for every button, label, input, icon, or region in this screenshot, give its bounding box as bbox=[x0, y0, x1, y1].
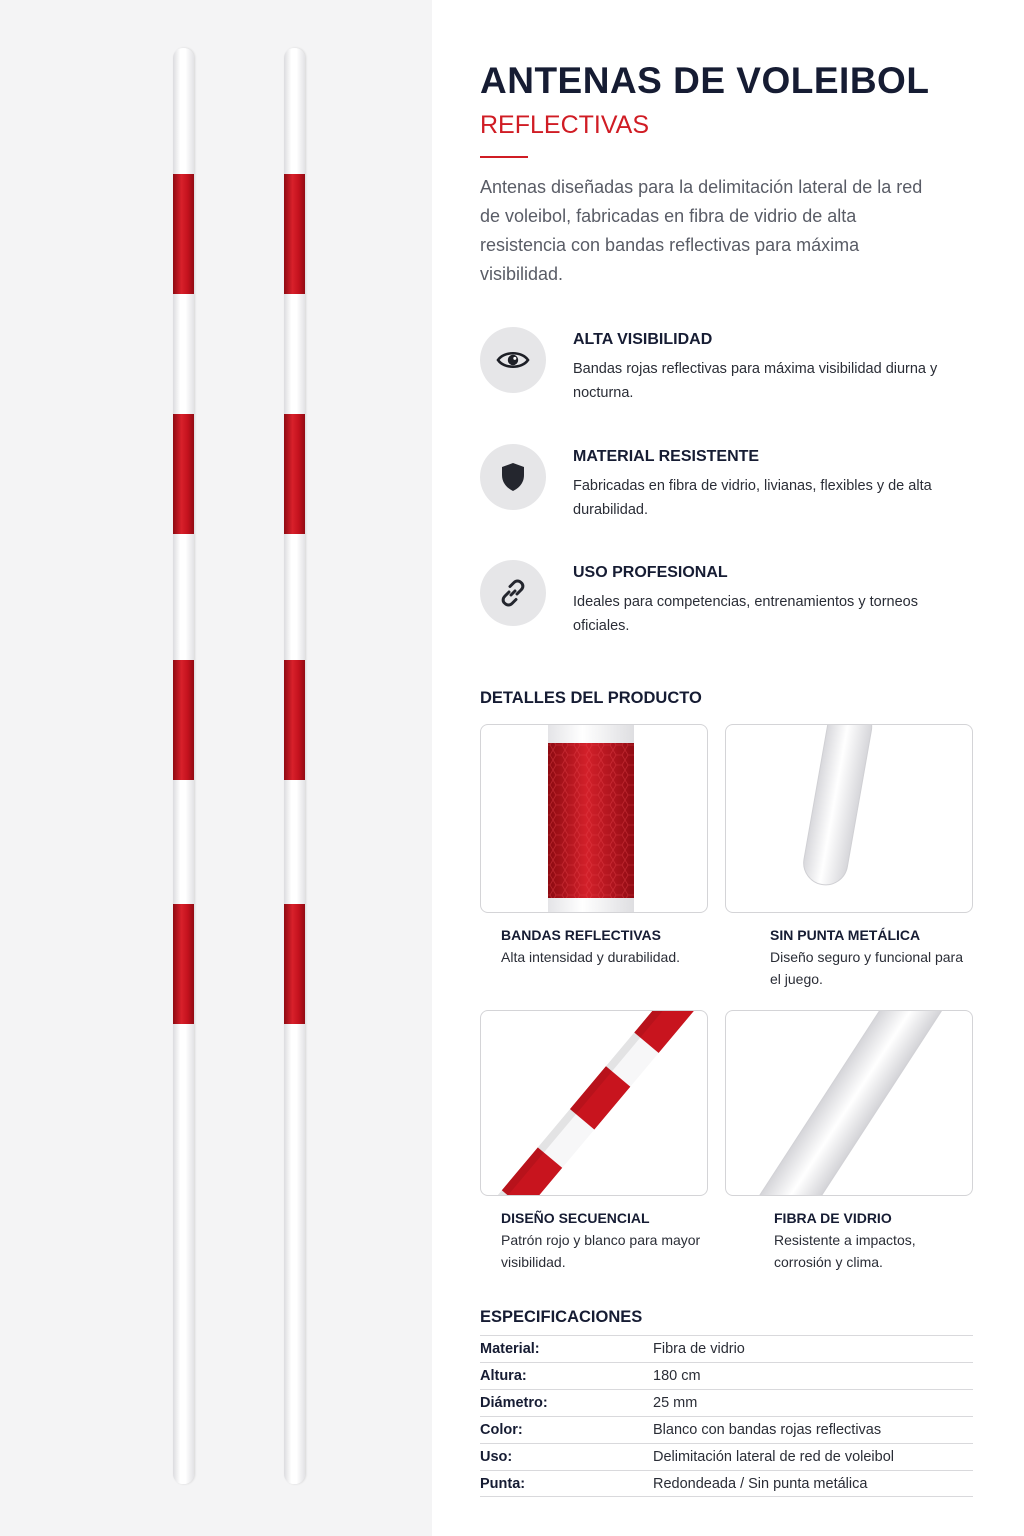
spec-key: Diámetro: bbox=[480, 1395, 548, 1411]
feature-alta-visibilidad bbox=[480, 327, 980, 401]
red-band bbox=[173, 414, 194, 534]
feature-text: Bandas rojas reflectivas para máxima visibilidad diurna y nocturna. bbox=[573, 361, 938, 401]
spec-row bbox=[480, 1335, 973, 1362]
antenna-right bbox=[284, 48, 305, 1484]
spec-row bbox=[480, 1362, 973, 1389]
feature-title: USO PROFESIONAL bbox=[573, 564, 728, 581]
spec-key: Punta: bbox=[480, 1475, 526, 1492]
detail-image-secuencial bbox=[480, 1010, 708, 1196]
spec-row bbox=[480, 1443, 973, 1470]
shield-icon bbox=[480, 444, 546, 510]
detail-text: Alta intensidad y durabilidad. bbox=[501, 949, 681, 965]
spec-value: Delimitación lateral de red de voleibol bbox=[653, 1449, 894, 1465]
red-band bbox=[173, 904, 194, 1024]
spec-row bbox=[480, 1389, 973, 1416]
detail-image-bandas bbox=[480, 724, 708, 913]
red-band bbox=[284, 660, 305, 780]
detail-image-fibra bbox=[725, 1010, 973, 1196]
spec-key: Altura: bbox=[480, 1368, 527, 1384]
spec-value: 25 mm bbox=[653, 1395, 698, 1411]
spec-row bbox=[480, 1470, 973, 1497]
specs-table bbox=[480, 1335, 973, 1497]
eye-icon bbox=[480, 327, 546, 393]
detail-image-punta bbox=[725, 724, 973, 913]
feature-title: ALTA VISIBILIDAD bbox=[573, 331, 713, 348]
spec-key: Material: bbox=[480, 1341, 540, 1357]
spec-value: Blanco con bandas rojas reflectivas bbox=[653, 1422, 882, 1438]
spec-value: Redondeada / Sin punta metálica bbox=[653, 1475, 868, 1492]
detail-text: Diseño seguro y funcional para el juego. bbox=[770, 949, 964, 987]
feature-title: MATERIAL RESISTENTE bbox=[573, 448, 760, 465]
spec-row bbox=[480, 1416, 973, 1443]
spec-key: Uso: bbox=[480, 1449, 513, 1465]
feature-text: Ideales para competencias, entrenamientos y torneos oficiales. bbox=[573, 594, 918, 634]
product-description: Antenas diseñadas para la delimitación lateral de la red de voleibol, fabricadas en fibra de vidrio de alta resistencia con bandas reflectivas para máxima visibilidad. bbox=[480, 177, 923, 284]
red-band bbox=[284, 174, 305, 294]
title-divider bbox=[480, 156, 528, 158]
spec-value: Fibra de vidrio bbox=[653, 1341, 745, 1357]
product-photo bbox=[0, 0, 432, 1536]
feature-material-resistente bbox=[480, 444, 980, 518]
detail-label: SIN PUNTA METÁLICA bbox=[770, 927, 921, 943]
detail-label: FIBRA DE VIDRIO bbox=[774, 1210, 892, 1226]
page-subtitle: REFLECTIVAS bbox=[480, 111, 650, 139]
red-band bbox=[173, 174, 194, 294]
detail-text: Resistente a impactos, corrosión y clima. bbox=[774, 1232, 916, 1270]
spec-value: 180 cm bbox=[653, 1368, 701, 1384]
red-band bbox=[284, 904, 305, 1024]
detail-label: BANDAS REFLECTIVAS bbox=[501, 927, 661, 943]
specs-section-title: ESPECIFICACIONES bbox=[480, 1308, 643, 1326]
link-icon bbox=[480, 560, 546, 626]
details-section-title: DETALLES DEL PRODUCTO bbox=[480, 689, 702, 707]
page-title: ANTENAS DE VOLEIBOL bbox=[480, 60, 930, 101]
red-band bbox=[173, 660, 194, 780]
feature-text: Fabricadas en fibra de vidrio, livianas, flexibles y de alta durabilidad. bbox=[573, 478, 932, 518]
red-band bbox=[284, 414, 305, 534]
feature-uso-profesional bbox=[480, 560, 980, 634]
antenna-left bbox=[173, 48, 194, 1484]
spec-key: Color: bbox=[480, 1422, 523, 1438]
detail-label: DISEÑO SECUENCIAL bbox=[501, 1210, 650, 1226]
detail-text: Patrón rojo y blanco para mayor visibilidad. bbox=[501, 1232, 701, 1270]
